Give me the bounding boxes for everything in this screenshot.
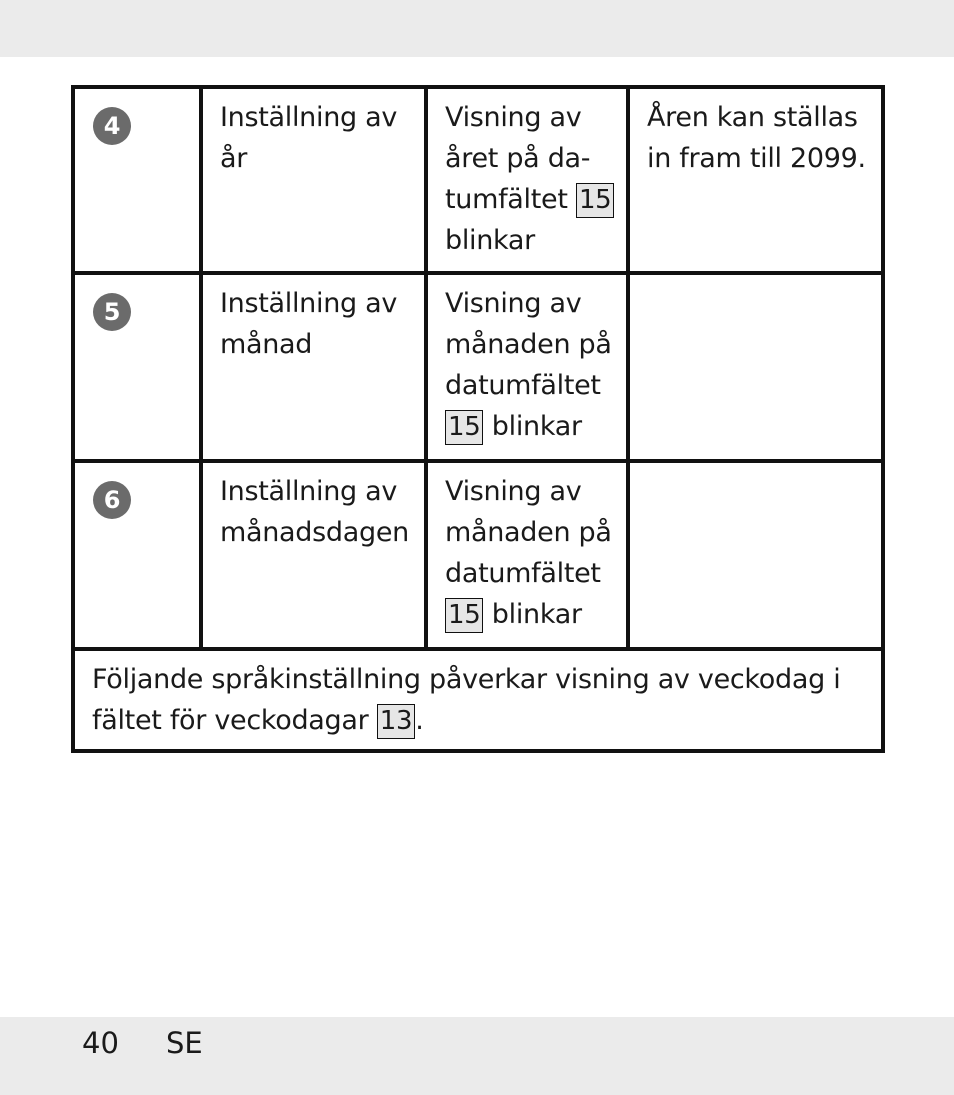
table-row xyxy=(73,273,883,461)
setting-text: Inställning av xyxy=(220,476,398,507)
settings-table xyxy=(71,85,885,753)
display-text: blinkar xyxy=(491,599,582,630)
setting-text: år xyxy=(220,143,248,174)
setting-cell xyxy=(201,273,426,461)
display-cell xyxy=(426,273,628,461)
display-text: månaden på xyxy=(445,517,612,548)
setting-text: Inställning av xyxy=(220,288,398,319)
bottom-band xyxy=(0,1017,954,1095)
top-band xyxy=(0,0,954,57)
note-text: Åren kan ställas xyxy=(647,102,858,133)
table-row xyxy=(73,461,883,649)
note-cell xyxy=(628,87,883,273)
display-text: datumfältet xyxy=(445,558,601,589)
footnote-cell xyxy=(73,649,883,751)
display-text: tumfältet xyxy=(445,184,568,215)
table-row xyxy=(73,87,883,273)
step-cell xyxy=(73,461,201,649)
step-cell xyxy=(73,87,201,273)
page-number: 40 xyxy=(82,1026,119,1060)
setting-text: månadsdagen xyxy=(220,517,409,548)
reference-number-box: 15 xyxy=(445,598,483,633)
setting-text: månad xyxy=(220,329,313,360)
step-number-badge: 6 xyxy=(93,481,131,519)
display-cell xyxy=(426,461,628,649)
display-text: blinkar xyxy=(491,411,582,442)
footnote-row xyxy=(73,649,883,751)
note-text: in fram till 2099. xyxy=(647,143,866,174)
display-text: året på da- xyxy=(445,143,591,174)
step-cell xyxy=(73,273,201,461)
display-text: Visning av xyxy=(445,102,582,133)
reference-number-box: 15 xyxy=(445,410,483,445)
display-text: blinkar xyxy=(445,225,535,256)
footnote-period: . xyxy=(415,705,424,736)
note-cell xyxy=(628,273,883,461)
note-cell xyxy=(628,461,883,649)
reference-number-box: 15 xyxy=(576,183,614,218)
setting-text: Inställning av xyxy=(220,102,398,133)
footnote-text: fältet för veckodagar xyxy=(92,705,369,736)
setting-cell xyxy=(201,461,426,649)
display-text: datumfältet xyxy=(445,370,601,401)
footnote-text: Följande språkinställning påverkar visning av veckodag i xyxy=(92,664,841,695)
step-number-badge: 4 xyxy=(93,107,131,145)
display-text: Visning av xyxy=(445,288,582,319)
display-text: Visning av xyxy=(445,476,582,507)
display-cell xyxy=(426,87,628,273)
setting-cell xyxy=(201,87,426,273)
language-code: SE xyxy=(166,1026,203,1060)
display-text: månaden på xyxy=(445,329,612,360)
step-number-badge: 5 xyxy=(93,293,131,331)
reference-number-box: 13 xyxy=(377,704,415,739)
